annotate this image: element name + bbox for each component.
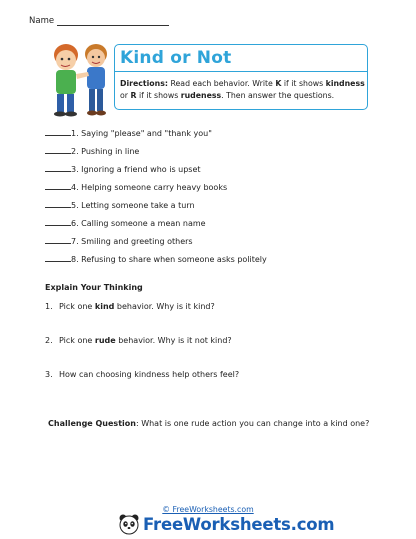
behavior-text: 2. Pushing in line xyxy=(71,147,140,156)
behavior-item xyxy=(45,235,267,253)
question-number: 2. xyxy=(45,336,53,345)
question-2 xyxy=(45,336,232,345)
behavior-text: 4. Helping someone carry heavy books xyxy=(71,183,228,192)
question-1 xyxy=(45,302,215,311)
footer-link[interactable]: © FreeWorksheets.com xyxy=(162,505,254,514)
directions-rudeness: rudeness xyxy=(180,90,222,100)
answer-blank[interactable] xyxy=(45,163,71,172)
behavior-item xyxy=(45,181,267,199)
directions-part: if it shows xyxy=(136,90,181,100)
behavior-text: 7. Smiling and greeting others xyxy=(71,237,193,246)
directions-part: if it shows xyxy=(281,79,326,88)
question-number: 1. xyxy=(45,302,53,311)
directions-text xyxy=(120,78,366,101)
behavior-text: 5. Letting someone take a turn xyxy=(71,201,195,210)
challenge-label: Challenge Question xyxy=(48,419,136,428)
explain-heading: Explain Your Thinking xyxy=(45,283,143,292)
page-title: Kind or Not xyxy=(120,48,232,68)
answer-blank[interactable] xyxy=(45,253,71,262)
answer-blank[interactable] xyxy=(45,235,71,244)
question-bold: rude xyxy=(94,336,116,345)
answer-blank[interactable] xyxy=(45,145,71,154)
question-text: Pick one xyxy=(59,336,95,345)
answer-blank[interactable] xyxy=(45,199,71,208)
directions-part: or xyxy=(120,90,131,100)
brand-logo[interactable] xyxy=(118,512,334,536)
question-bold: kind xyxy=(94,302,115,311)
challenge-question xyxy=(48,419,369,428)
brand-name: FreeWorksheets.com xyxy=(143,514,335,534)
question-number: 3. xyxy=(45,370,53,379)
behavior-item xyxy=(45,145,267,163)
behavior-text: 8. Refusing to share when someone asks politely xyxy=(71,255,267,264)
answer-blank[interactable] xyxy=(45,181,71,190)
directions-r: R xyxy=(130,90,137,100)
question-text: behavior. Why is it not kind? xyxy=(115,336,232,345)
question-3 xyxy=(45,370,239,379)
title-box xyxy=(114,44,368,110)
name-label: Name xyxy=(29,16,55,26)
directions-part: Read each behavior. Write xyxy=(167,79,276,88)
name-row xyxy=(29,16,169,26)
title-divider xyxy=(115,71,367,72)
behavior-list xyxy=(45,127,267,271)
directions-k: K xyxy=(275,79,282,88)
behavior-item xyxy=(45,127,267,145)
behavior-item xyxy=(45,199,267,217)
directions-kindness: kindness xyxy=(325,79,365,88)
directions-label: Directions: xyxy=(120,79,168,88)
kids-illustration xyxy=(44,40,118,122)
behavior-text: 1. Saying "please" and "thank you" xyxy=(71,129,212,138)
question-text: behavior. Why is it kind? xyxy=(114,302,215,311)
behavior-text: 3. Ignoring a friend who is upset xyxy=(71,165,201,174)
panda-icon xyxy=(118,513,140,535)
answer-blank[interactable] xyxy=(45,127,71,136)
directions-part: . Then answer the questions. xyxy=(221,90,335,100)
question-text: Pick one xyxy=(59,302,95,311)
challenge-text: : What is one rude action you can change into a kind one? xyxy=(135,419,370,428)
behavior-text: 6. Calling someone a mean name xyxy=(71,219,206,228)
behavior-item xyxy=(45,253,267,271)
question-text: How can choosing kindness help others feel? xyxy=(59,370,240,379)
name-blank-line[interactable] xyxy=(57,16,169,26)
behavior-item xyxy=(45,217,267,235)
behavior-item xyxy=(45,163,267,181)
answer-blank[interactable] xyxy=(45,217,71,226)
